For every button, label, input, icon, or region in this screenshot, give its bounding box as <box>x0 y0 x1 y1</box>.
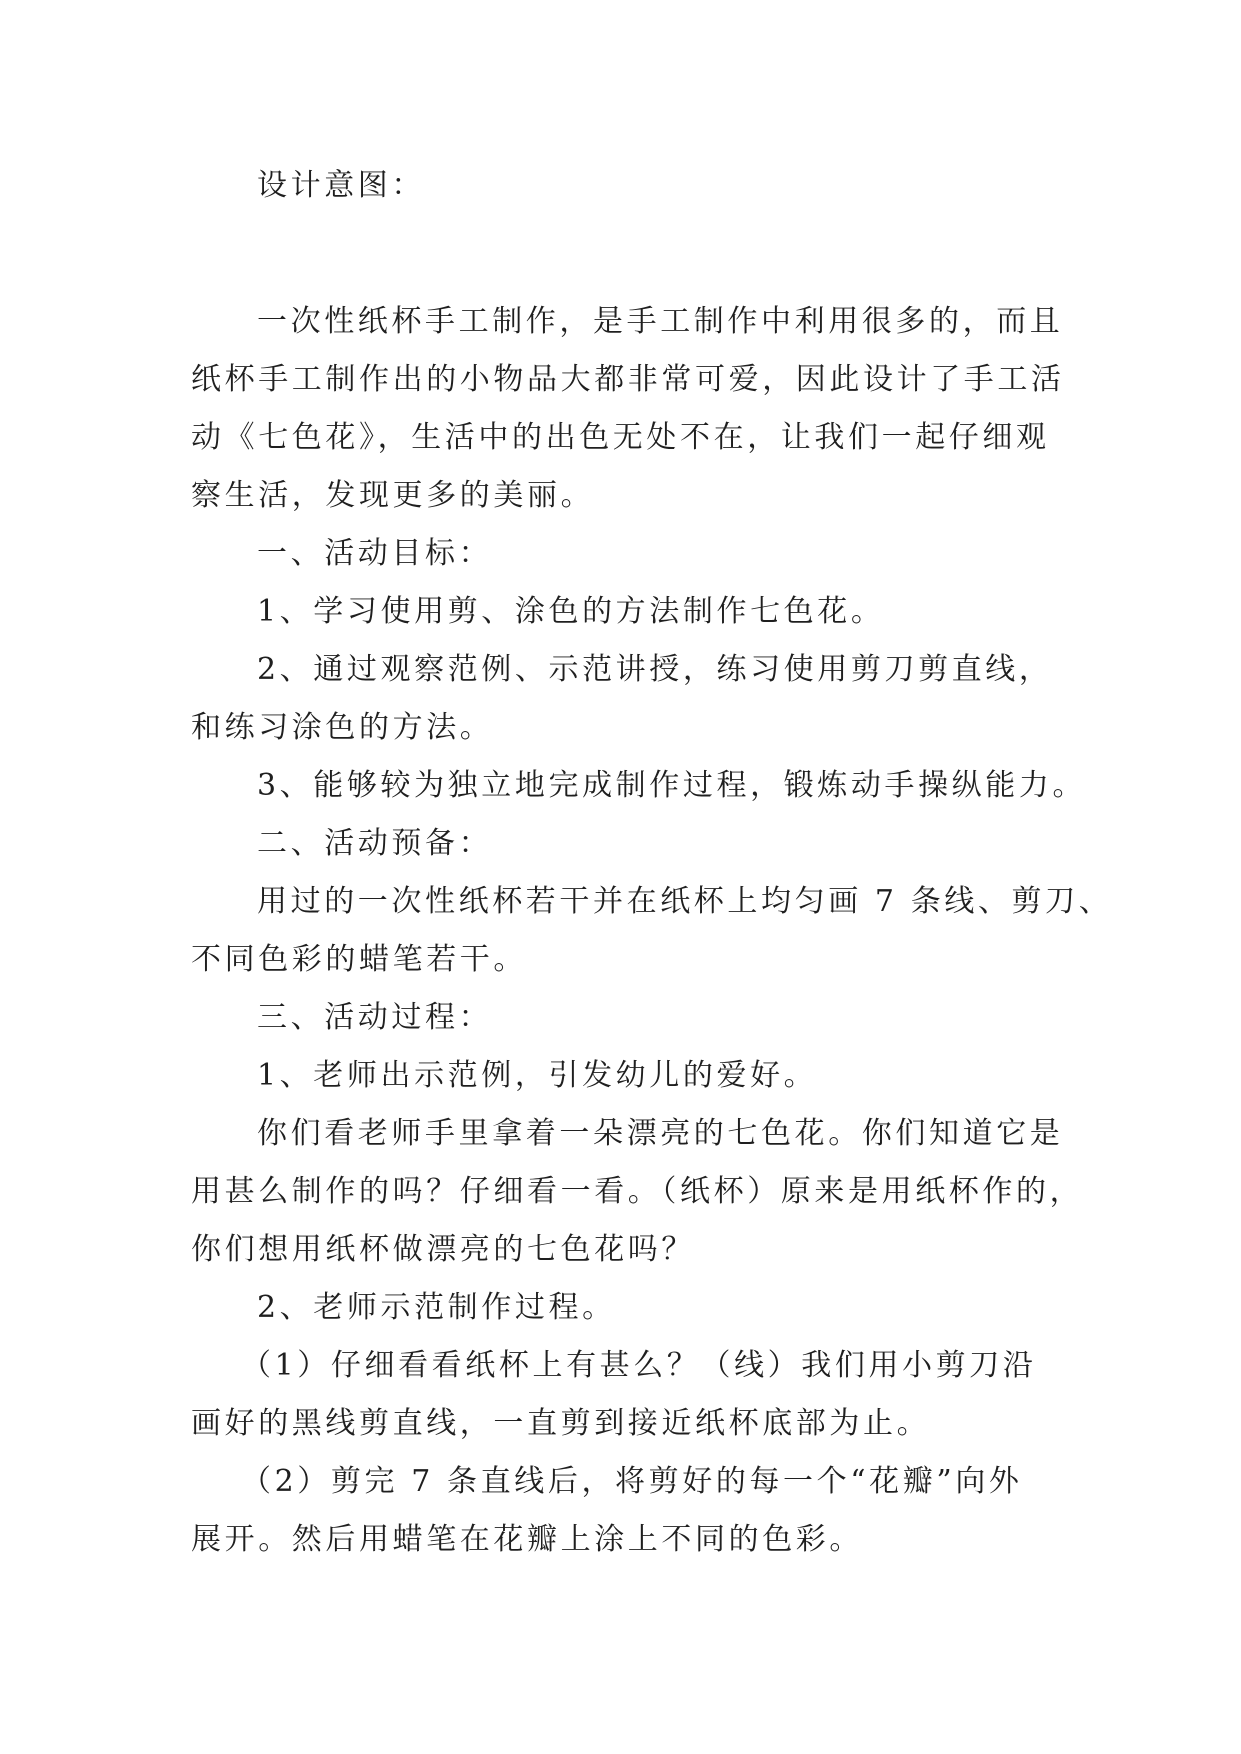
text-line: 纸杯手工制作出的小物品大都非常可爱，因此设计了手工活 <box>191 362 1065 397</box>
text-line: 用甚么制作的吗？仔细看一看。（纸杯）原来是用纸杯作的， <box>191 1174 1084 1209</box>
text-line: 察生活，发现更多的美丽。 <box>191 478 595 513</box>
step-1-paragraph <box>191 1105 1084 1279</box>
intro-paragraph <box>191 293 1065 525</box>
text-line: （1）仔细看看纸杯上有甚么？（线）我们用小剪刀沿 <box>241 1348 1037 1383</box>
text-line: 画好的黑线剪直线，一直剪到接近纸杯底部为止。 <box>191 1406 931 1441</box>
text-line: 你们想用纸杯做漂亮的七色花吗？ <box>191 1232 695 1267</box>
text-line: 你们看老师手里拿着一朵漂亮的七色花。你们知道它是 <box>257 1116 1064 1151</box>
text-line: （2）剪完 7 条直线后，将剪好的每一个“花瓣”向外 <box>241 1464 1023 1499</box>
text-line: 展开。然后用蜡笔在花瓣上涂上不同的色彩。 <box>191 1522 863 1557</box>
section-heading-goals: 一、活动目标： <box>257 536 493 571</box>
step-2-substep-1 <box>191 1337 1053 1453</box>
text-line: 动《七色花》，生活中的出色无处不在，让我们一起仔细观 <box>191 420 1050 455</box>
section-heading-process: 三、活动过程： <box>257 1000 493 1035</box>
goal-item-2 <box>191 641 1053 757</box>
step-2-heading: 2、老师示范制作过程。 <box>257 1290 616 1325</box>
step-2-substep-2 <box>191 1453 1053 1569</box>
goal-item-3: 3、能够较为独立地完成制作过程，锻炼动手操纵能力。 <box>257 768 1087 803</box>
text-line: 2、通过观察范例、示范讲授，练习使用剪刀剪直线， <box>257 652 1053 687</box>
text-line: 不同色彩的蜡笔若干。 <box>191 942 527 977</box>
text-line: 用过的一次性纸杯若干并在纸杯上均匀画 7 条线、剪刀、 <box>257 884 1113 919</box>
goal-item-1: 1、学习使用剪、涂色的方法制作七色花。 <box>257 594 885 629</box>
text-line: 和练习涂色的方法。 <box>191 710 494 745</box>
document-body <box>191 157 1113 1569</box>
section-heading-preparation: 二、活动预备： <box>257 826 493 861</box>
text-line: 一次性纸杯手工制作，是手工制作中利用很多的，而且 <box>257 304 1064 339</box>
preparation-paragraph <box>191 873 1113 989</box>
step-1-heading: 1、老师出示范例，引发幼儿的爱好。 <box>257 1058 818 1093</box>
design-intent-heading: 设计意图： <box>257 168 425 203</box>
